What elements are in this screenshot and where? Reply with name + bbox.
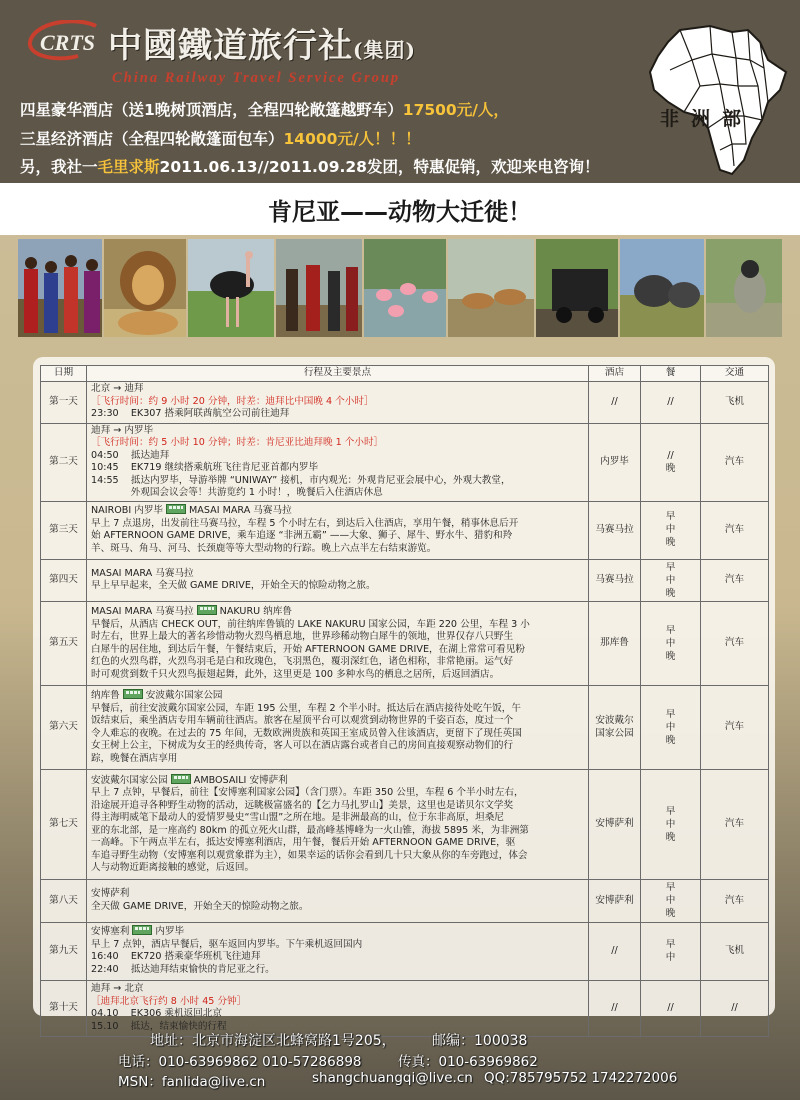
route-from: MASAI MARA 马赛马拉: [91, 606, 194, 617]
route: 安博萨利: [91, 888, 130, 900]
schedule-line: 得主海明威笔下最动人的爱情罗曼史“雪山盟”之所在地。是非洲最高的山，位于东非高原，坦桑尼: [91, 812, 504, 823]
title-bar: [0, 183, 800, 235]
schedule-line: 红色的火烈鸟群，火烈鸟羽毛是白和玫瑰色，飞羽黑色，覆羽深红色，诸色相称，非常艳丽。运气好: [91, 656, 514, 667]
schedule-line: 始 AFTERNOON GAME DRIVE，乘车追逐 “非洲五霸” ——大象、狮子、犀牛、野水牛、猎豹和羚: [91, 530, 513, 541]
schedule-line: 15.10 抵达，结束愉快的行程: [91, 1020, 227, 1032]
schedule-line: 16:40 EK720 搭乘豪华班机飞往迪拜: [91, 951, 261, 962]
table-row: [41, 922, 769, 980]
crts-logo-icon: [26, 20, 104, 62]
route-from: 安波戴尔国家公园: [91, 774, 168, 786]
day-description: [87, 686, 589, 770]
day-label: 第五天: [41, 602, 87, 686]
schedule-line: 踪，晚餐在酒店享用: [91, 752, 178, 764]
offer-four-star-price: 17500元/人，: [402, 101, 509, 119]
day-description: [87, 980, 589, 1036]
route: [91, 775, 584, 788]
meals: [641, 423, 701, 501]
bus-icon: [171, 774, 191, 784]
table-row: [41, 602, 769, 686]
route: 迪拜 → 内罗毕: [91, 424, 154, 436]
schedule-line: 早上早早起来，全天做 GAME DRIVE，开始全天的惊险动物之旅。: [91, 580, 376, 592]
header-meal: 餐: [641, 366, 701, 382]
route-from: 纳库鲁: [91, 690, 120, 701]
day-description: [87, 501, 589, 559]
schedule-line: 沿途展开追寻各种野生动物的活动，远眺极富盛名的【乞力马扎罗山】美景，这里也是诺贝尔文学奖: [91, 799, 514, 811]
contact-msn: MSN：fanlida@live.cn: [118, 1074, 266, 1090]
route: 北京 → 迪拜: [91, 383, 144, 395]
schedule-line: 令人难忘的夜晚。在过去的 75 年间，无数欧洲贵族和英国王室成员曾入住该酒店，更留下了现任英国: [91, 727, 522, 739]
flight-note: ［迪拜北京飞行约 8 小时 45 分钟］: [91, 995, 247, 1007]
day-label: 第九天: [41, 922, 87, 980]
maasai-warriors-photo: [276, 239, 362, 337]
promo-text: 2011.06.13//2011.09.28发团，特惠促销，欢迎来电咨询！: [159, 158, 600, 176]
meal-stack: // 晚: [665, 449, 676, 474]
meals: [641, 880, 701, 923]
schedule-line: 全天做 GAME DRIVE，开始全天的惊险动物之旅。: [91, 900, 309, 912]
route-from: 安博塞利: [91, 926, 130, 937]
flight-note: ［飞行时间：约 5 小时 10 分钟；时差：肯尼亚比迪拜晚 1 个小时］: [91, 437, 384, 448]
bus-icon: [197, 605, 217, 615]
schedule-line: 女王树上公主，下树成为女王的经典传奇，客人可以在酒店露台或者自己的房间直接观察动物们的行: [91, 740, 514, 751]
table-row: [41, 880, 769, 923]
route-to: MASAI MARA 马赛马拉: [189, 505, 292, 516]
itinerary-table: [40, 365, 769, 1037]
page-title: 肯尼亚——动物大迁徙！: [268, 198, 532, 226]
day-label: 第一天: [41, 381, 87, 423]
meals: [641, 501, 701, 559]
table-header-row: [41, 366, 769, 382]
day-description: [87, 770, 589, 880]
transport: 飞机: [701, 922, 769, 980]
hotel: //: [589, 922, 641, 980]
transport: 汽车: [701, 602, 769, 686]
meals: //: [641, 980, 701, 1036]
schedule-line: 23:30 EK307 搭乘阿联酋航空公司前往迪拜: [91, 408, 290, 420]
meal-stack: 早 中: [665, 938, 676, 963]
schedule-line: 外观国会议会等！共游览约 1 小时！，晚餐后入住酒店休息: [91, 487, 383, 498]
table-row: [41, 381, 769, 423]
schedule-line: 羊、斑马、角马、河马、长颈鹿等等大型动物的行踪。晚上六点半左右结束游览。: [91, 542, 437, 554]
logo-text: CRTS: [40, 30, 96, 55]
monkey-photo: [706, 239, 782, 337]
route: [91, 606, 584, 619]
brand-name-en: China Railway Travel Service Group: [112, 70, 401, 86]
route-from: NAIROBI 内罗毕: [91, 505, 164, 516]
schedule-line: 车追寻野生动物（安博塞利以观赏象群为主），如果幸运的话你会看到几十只大象从你的车旁跑过，体会: [91, 849, 528, 861]
header-desc: 行程及主要景点: [87, 366, 589, 382]
africa-department-label: 非洲部: [660, 108, 754, 130]
schedule-line: 10:45 EK719 继续搭乘航班飞往肯尼亚首都内罗毕: [91, 462, 319, 473]
brand-title: 中國鐵道旅行社: [108, 26, 353, 66]
route-to: NAKURU 纳库鲁: [219, 606, 292, 617]
schedule-line: 一高峰。下午两点半左右，抵达安博塞利酒店，用午餐，餐后开始 AFTERNOON GAME DRIVE，驱: [91, 837, 516, 848]
hotel: //: [589, 980, 641, 1036]
transport: //: [701, 980, 769, 1036]
contact-qq: QQ:785795752 1742272006: [484, 1070, 678, 1086]
route-to: AMBOSAILI 安博萨利: [193, 774, 288, 786]
table-row: [41, 501, 769, 559]
day-description: [87, 423, 589, 501]
brand-name-cn: [108, 18, 416, 67]
day-description: [87, 602, 589, 686]
contact-address: 地址：北京市海淀区北蜂窝路1号205，: [150, 1033, 396, 1049]
schedule-line: 早餐后，前往安波戴尔国家公园，车距 195 公里，车程 2 个半小时。抵达后在酒店接待处吃午饭，午: [91, 702, 521, 714]
meals: //: [641, 381, 701, 423]
meals: [641, 559, 701, 602]
table-row: [41, 980, 769, 1036]
bus-icon: [166, 504, 186, 514]
route: [91, 690, 584, 703]
hotel: 那库鲁: [589, 602, 641, 686]
day-description: [87, 381, 589, 423]
hotel: 内罗毕: [589, 423, 641, 501]
offer-three-star-price: 14000元/人！！！: [283, 130, 421, 148]
contact-phone: 电话：010-63969862 010-57286898: [118, 1054, 362, 1070]
contact-postcode: 邮编：100038: [432, 1033, 528, 1049]
contact-email: shangchuangqi@live.cn: [312, 1070, 473, 1086]
transport: 汽车: [701, 770, 769, 880]
flight-note: ［飞行时间：约 9 小时 20 分钟，时差：迪拜比中国晚 4 个小时］: [91, 395, 374, 407]
route: 迪拜 → 北京: [91, 983, 144, 994]
header-hotel: 酒店: [589, 366, 641, 382]
meals: [641, 770, 701, 880]
day-label: 第二天: [41, 423, 87, 501]
day-description: [87, 880, 589, 923]
day-label: 第六天: [41, 686, 87, 770]
schedule-line: 04.10 EK306 乘机返回北京: [91, 1008, 222, 1019]
transport: 汽车: [701, 423, 769, 501]
table-row: [41, 770, 769, 880]
schedule-line: 22:40 抵达迪拜结束愉快的肯尼亚之行。: [91, 963, 275, 975]
schedule-line: 白犀牛的居住地，到达后午餐，午餐结束后，开始 AFTERNOON GAME DRIVE，在湖上常常可看见粉: [91, 643, 525, 655]
header-transport: 交通: [701, 366, 769, 382]
header-day: 日期: [41, 366, 87, 382]
promo-highlight: 毛里求斯: [97, 158, 160, 176]
hotel: 安博萨利: [589, 770, 641, 880]
route: [91, 505, 584, 518]
meals: [641, 686, 701, 770]
gazelles-fighting-photo: [448, 239, 534, 337]
route: MASAI MARA 马赛马拉: [91, 567, 194, 579]
schedule-line: 人与动物近距离接触的感觉，后返回。: [91, 862, 255, 873]
transport: 汽车: [701, 880, 769, 923]
promo-prefix: 另，我社一: [20, 158, 98, 176]
bus-icon: [123, 689, 143, 699]
day-label: 第七天: [41, 770, 87, 880]
schedule-line: 饭结束后，乘坐酒店专用车辆前往酒店。旅客在屋顶平台可以观赏到动物世界的千姿百态，度过一个: [91, 715, 514, 726]
meal-stack: 早 中 晚: [665, 882, 676, 919]
hotel: 马赛马拉: [589, 559, 641, 602]
day-label: 第十天: [41, 980, 87, 1036]
elephants-photo: [620, 239, 704, 337]
route-to: 内罗毕: [155, 926, 185, 937]
bus-icon: [132, 925, 152, 935]
offer-four-star: [20, 98, 509, 120]
schedule-line: 时左右，世界上最大的著名珍惜动物火烈鸟栖息地，世界珍稀动物白犀牛的领地，世界仅存八只野生: [91, 631, 514, 642]
safari-jeep-photo: [536, 239, 618, 337]
offer-three-star-text: 三星经济酒店（全程四轮敞篷面包车）: [20, 130, 284, 148]
day-description: [87, 922, 589, 980]
route: [91, 926, 584, 939]
schedule-line: 早餐后，从酒店 CHECK OUT，前往纳库鲁镇的 LAKE NAKURU 国家公园，车距 220 公里，车程 3 小: [91, 618, 530, 630]
schedule-line: 早上 7 点钟，酒店早餐后，驱车返回内罗毕。下午乘机返回国内: [91, 938, 363, 950]
lion-photo: [104, 239, 186, 337]
schedule-line: 早上 7 点退房，出发前往马赛马拉，车程 5 个小时左右，到达后入住酒店，享用午餐，稍事休息后开: [91, 517, 519, 529]
schedule-line: 14:55 抵达内罗毕，导游举牌 “UNIWAY” 接机，市内观光：外观肯尼亚会展中心，外观大教堂，: [91, 474, 511, 486]
offer-four-star-text: 四星豪华酒店（送1晚树顶酒店，全程四轮敞篷越野车）: [20, 101, 403, 119]
mauritius-promo: [20, 155, 599, 177]
meal-stack: 早 中 晚: [665, 805, 676, 843]
schedule-line: 亚的东北部，是一座高约 80km 的孤立死火山群，最高峰基博峰为一火山锥，海拔 5895 米，为非洲第: [91, 824, 529, 836]
table-row: [41, 423, 769, 501]
meal-stack: 早 中 晚: [665, 624, 676, 662]
ostrich-photo: [188, 239, 274, 337]
day-label: 第八天: [41, 880, 87, 923]
day-label: 第三天: [41, 501, 87, 559]
transport: 汽车: [701, 686, 769, 770]
header-banner: [0, 0, 800, 183]
day-description: [87, 559, 589, 602]
route-to: 安波戴尔国家公园: [145, 690, 223, 701]
meals: [641, 922, 701, 980]
photo-strip: [18, 239, 782, 337]
hotel: 安博萨利: [589, 880, 641, 923]
meal-stack: 早 中 晚: [665, 561, 676, 599]
africa-map-icon: [640, 20, 790, 180]
contact-fax: 传真：010-63969862: [398, 1054, 538, 1070]
hotel: [589, 686, 641, 770]
schedule-line: 04:50 抵达迪拜: [91, 449, 170, 461]
day-label: 第四天: [41, 559, 87, 602]
hotel-name: 安波戴尔 国家公园: [595, 715, 634, 739]
maasai-people-photo: [18, 239, 102, 337]
transport: 飞机: [701, 381, 769, 423]
meal-stack: 早 中 晚: [665, 511, 676, 549]
offer-three-star: [20, 127, 421, 149]
transport: 汽车: [701, 501, 769, 559]
hotel: 马赛马拉: [589, 501, 641, 559]
meals: [641, 602, 701, 686]
table-row: [41, 686, 769, 770]
table-row: [41, 559, 769, 602]
brand-group: (集团): [353, 38, 416, 62]
hotel: //: [589, 381, 641, 423]
schedule-line: 时可观赏到数千只火烈鸟振翅起舞，此外，这里更是 100 多种水鸟的栖息之居所，后返回酒店。: [91, 668, 500, 680]
schedule-line: 早上 7 点钟，早餐后，前往【安博塞利国家公园】（含门票）。车距 350 公里，车程 6 个半小时左右，: [91, 787, 524, 798]
transport: 汽车: [701, 559, 769, 602]
meal-stack: 早 中 晚: [665, 708, 676, 746]
flamingos-photo: [364, 239, 446, 337]
